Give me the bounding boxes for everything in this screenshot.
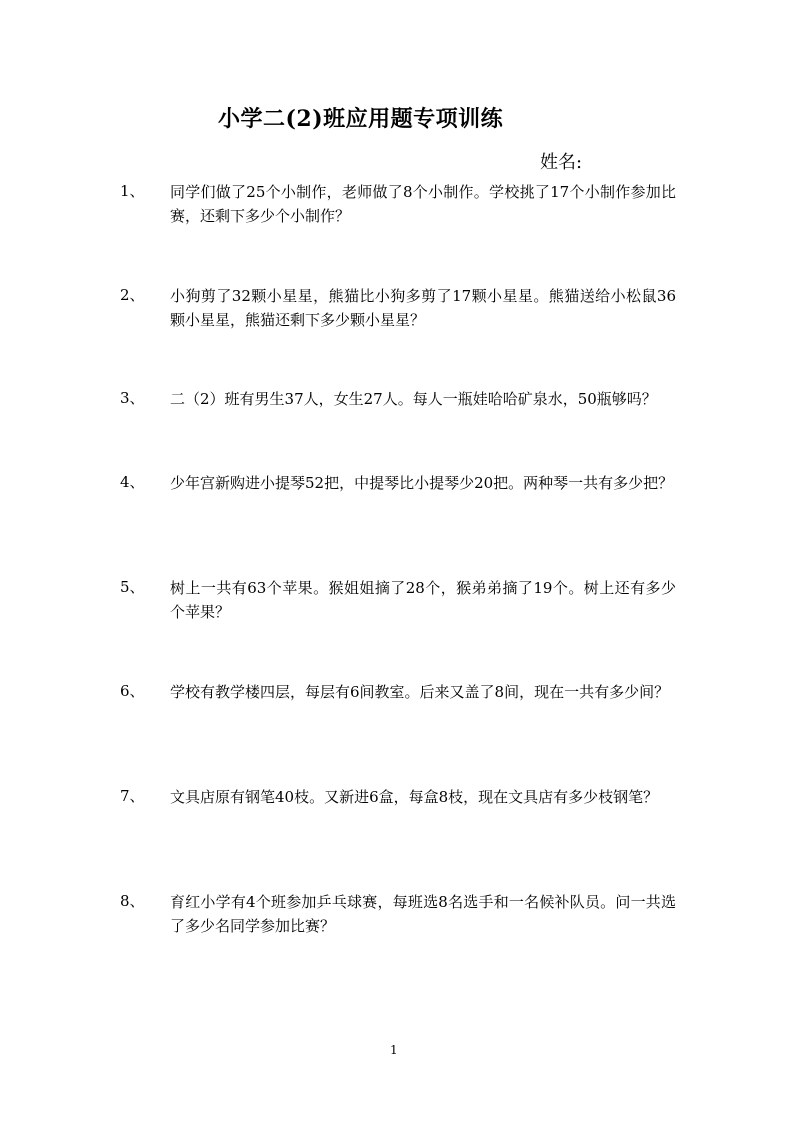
question-text: 小狗剪了32颗小星星，熊猫比小狗多剪了17颗小星星。熊猫送给小松鼠36颗小星星，熊猫还剩下多少颗小星星？ — [170, 287, 676, 329]
question-number: 7、 — [120, 787, 145, 805]
question-number: 2、 — [120, 286, 145, 304]
question-text: 同学们做了25个小制作，老师做了8个小制作。学校挑了17个小制作参加比赛，还剩下多少个小制作？ — [170, 183, 676, 225]
question-number: 4、 — [120, 473, 145, 491]
question-text: 文具店原有钢笔40枝。又新进6盒，每盒8枝，现在文具店有多少枝钢笔？ — [170, 788, 659, 806]
name-label: 姓名: — [540, 152, 583, 173]
question-number: 3、 — [120, 389, 145, 407]
question-text: 少年宫新购进小提琴52把，中提琴比小提琴少20把。两种琴一共有多少把？ — [170, 474, 674, 492]
question-text: 二（2）班有男生37人，女生27人。每人一瓶娃哈哈矿泉水，50瓶够吗？ — [170, 390, 657, 408]
question-number: 6、 — [120, 682, 145, 700]
question-text: 树上一共有63个苹果。猴姐姐摘了28个，猴弟弟摘了19个。树上还有多少个苹果？ — [170, 579, 676, 621]
question-text: 育红小学有4个班参加乒乓球赛，每班选8名选手和一名候补队员。问一共选了多少名同学参加比赛？ — [170, 893, 676, 935]
question-number: 1、 — [120, 182, 145, 200]
question-number: 8、 — [120, 892, 145, 910]
page-title: 小学二(2)班应用题专项训练 — [218, 106, 504, 132]
question-number: 5、 — [120, 578, 145, 596]
question-text: 学校有教学楼四层，每层有6间教室。后来又盖了8间，现在一共有多少间？ — [170, 683, 670, 701]
page-number: 1 — [390, 1043, 398, 1057]
